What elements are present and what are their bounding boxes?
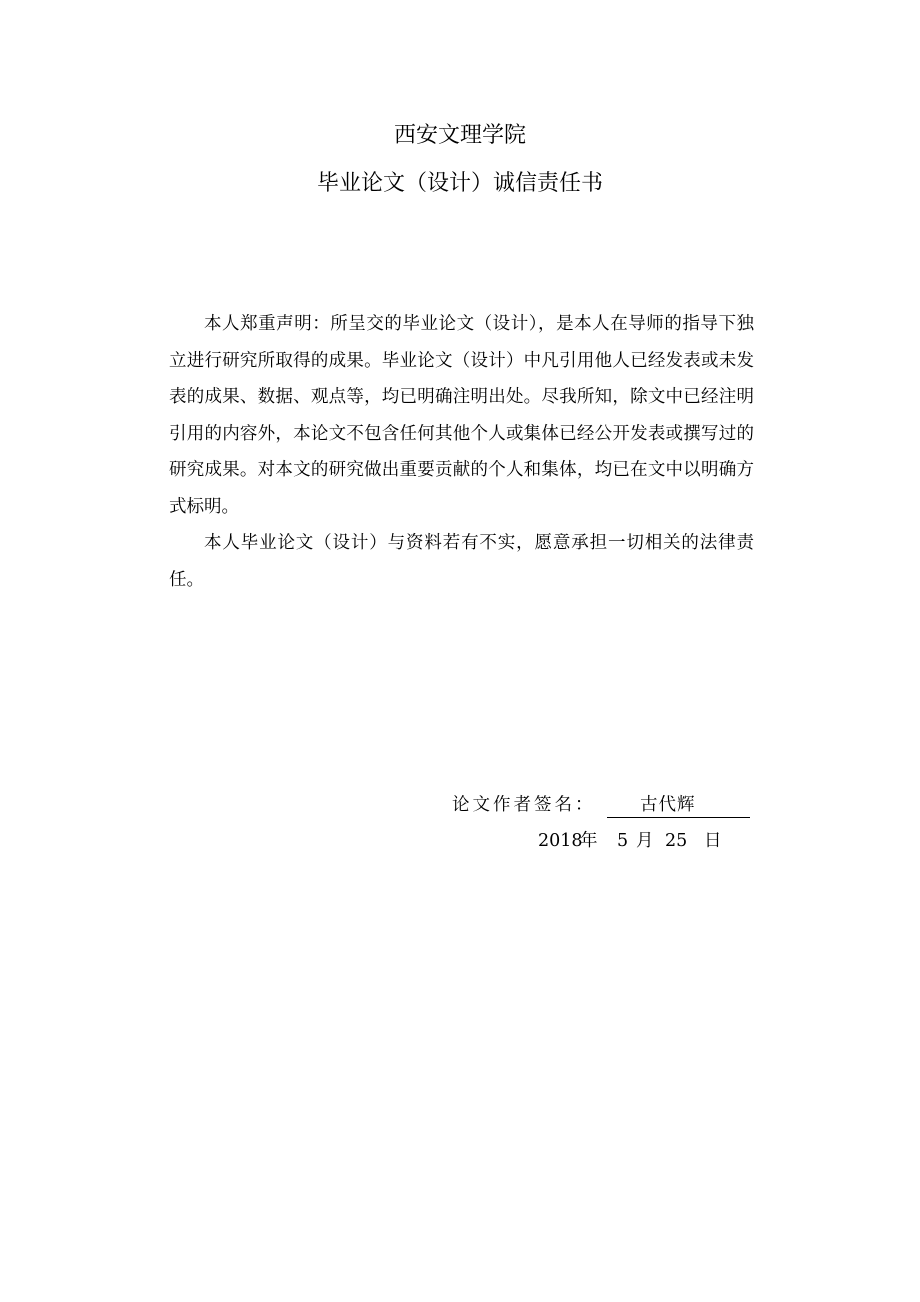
date-month: 5 <box>617 831 629 851</box>
institution-name: 西安文理学院 <box>393 123 526 148</box>
signature-label: 论文作者签名： <box>452 795 596 815</box>
date-year-unit: 年 <box>580 831 598 851</box>
signature-line <box>452 790 752 820</box>
date-day-unit: 日 <box>704 831 722 851</box>
declaration-paragraph-2: 本人毕业论文（设计）与资料若有不实，愿意承担一切相关的法律责任。 <box>169 533 754 590</box>
declaration-body <box>169 306 754 598</box>
declaration-paragraph-1: 本人郑重声明：所呈交的毕业论文（设计），是本人在导师的指导下独立进行研究所取得的成果。毕业论文（设计）中凡引用他人已经发表或未发表的成果、数据、观点等，均已明确注明出处。尽我所知，除文中已经注明引用的内容外，本论文不包含任何其他个人或集体已经公开发表或撰写过的研究成果。对本文的研究做出重要贡献的个人和集体，均已在文中以明确方式标明。 <box>169 314 754 517</box>
signature-name: 古代辉 <box>640 795 696 815</box>
date-year: 2018 <box>538 831 583 851</box>
signature-field <box>607 790 750 818</box>
date-month-unit: 月 <box>636 831 654 851</box>
document-title: 毕业论文（设计）诚信责任书 <box>316 171 603 196</box>
date-day: 25 <box>665 831 688 851</box>
